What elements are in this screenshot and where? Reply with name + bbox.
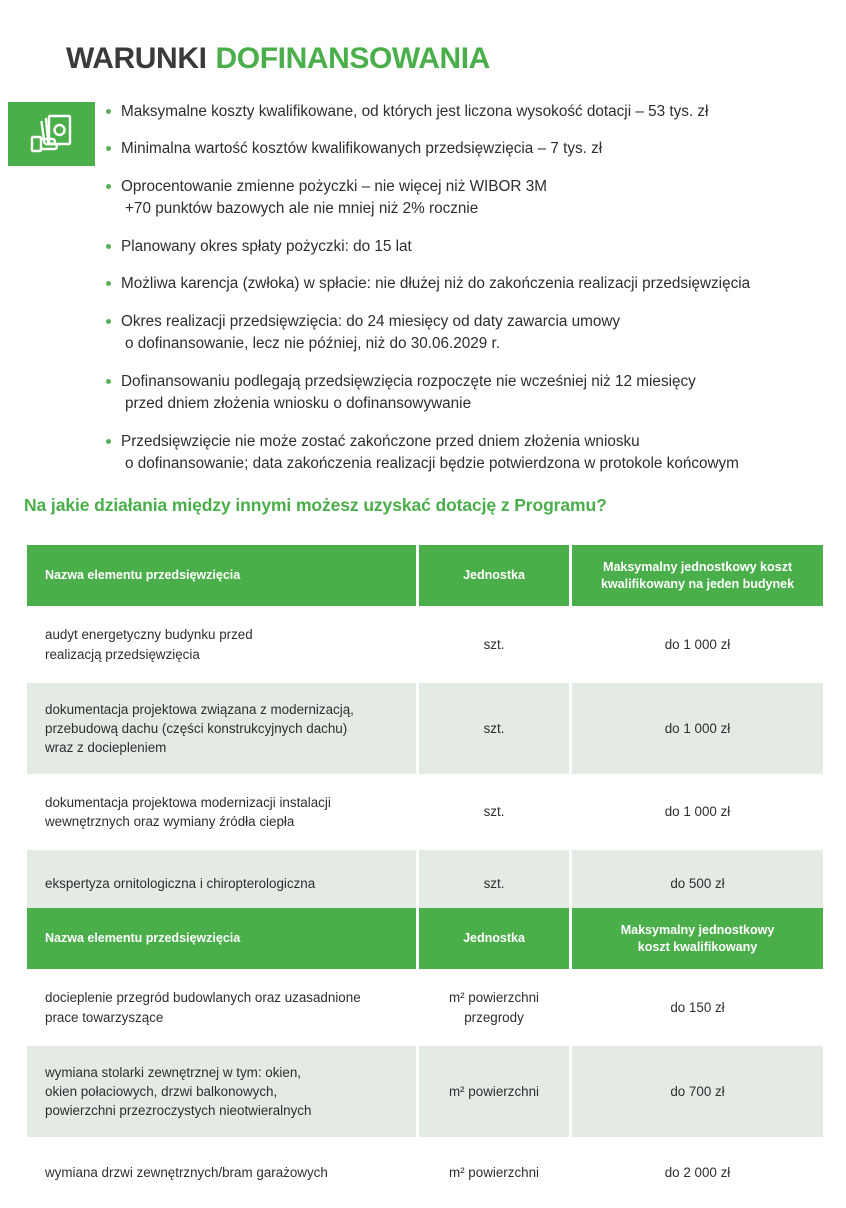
cell-unit: szt.: [419, 776, 569, 848]
table-header-row: [27, 545, 823, 606]
column-header-name: Nazwa elementu przedsięwzięcia: [27, 545, 416, 606]
condition-text-line2: +70 punktów bazowych ale nie mniej niż 2% rocznie: [125, 200, 479, 218]
list-item: [105, 138, 840, 160]
page-title: [66, 44, 490, 74]
table-row: [27, 776, 823, 848]
table-row: [27, 608, 823, 680]
cell-unit: szt.: [419, 608, 569, 680]
column-header-cost-line2: koszt kwalifikowany: [637, 939, 758, 954]
column-header-cost: [572, 908, 823, 969]
eligible-costs-table-1: [24, 543, 826, 919]
cell-cost: do 150 zł: [572, 971, 823, 1043]
list-item: [105, 311, 840, 356]
cell-cost: do 2 000 zł: [572, 1139, 823, 1206]
list-item: [105, 273, 840, 295]
cell-name: [27, 608, 416, 680]
condition-text: Oprocentowanie zmienne pożyczki – nie więcej niż WIBOR 3M: [121, 177, 547, 195]
eligible-costs-table-2: [24, 906, 826, 1208]
column-header-unit: Jednostka: [419, 908, 569, 969]
cell-name-line: dokumentacja projektowa związana z modernizacją,: [45, 701, 354, 717]
column-header-cost: [572, 545, 823, 606]
table-header-row: [27, 908, 823, 969]
condition-text: Okres realizacji przedsięwzięcia: do 24 miesięcy od daty zawarcia umowy: [121, 312, 621, 330]
table-row: [27, 1046, 823, 1137]
cell-name: [27, 1139, 416, 1206]
condition-text: Maksymalne koszty kwalifikowane, od których jest liczona wysokość dotacji – 53 tys. zł: [121, 103, 709, 120]
cell-name-line: audyt energetyczny budynku przed: [45, 627, 253, 643]
condition-text: Przedsięwzięcie nie może zostać zakończone przed dniem złożenia wniosku: [121, 432, 640, 450]
condition-text: Dofinansowaniu podlegają przedsięwzięcia rozpoczęte nie wcześniej niż 12 miesięcy: [121, 372, 696, 390]
cell-name-line: przebudową dachu (części konstrukcyjnych dachu): [45, 720, 348, 736]
table-row: [27, 683, 823, 774]
list-item: [105, 431, 840, 476]
column-header-cost-line2: kwalifikowany na jeden budynek: [600, 576, 795, 591]
condition-text: Możliwa karencja (zwłoka) w spłacie: nie dłużej niż do zakończenia realizacji przedsięwzięcia: [121, 275, 751, 293]
column-header-cost-line1: Maksymalny jednostkowy: [620, 923, 775, 937]
condition-text-line2: o dofinansowanie, lecz nie później, niż do 30.06.2029 r.: [125, 335, 501, 353]
cell-name-line: powierzchni przezroczystych nieotwieralnych: [45, 1102, 312, 1118]
cell-name: [27, 971, 416, 1043]
cell-cost: do 700 zł: [572, 1046, 823, 1137]
table-row: [27, 1139, 823, 1206]
cell-cost: do 1 000 zł: [572, 608, 823, 680]
page-title-secondary: DOFINANSOWANIA: [215, 42, 490, 75]
cell-name-line: wymiana drzwi zewnętrznych/bram garażowych: [45, 1164, 328, 1180]
cell-unit-line: m² powierzchni: [448, 990, 540, 1006]
cell-name-line: wraz z dociepleniem: [45, 739, 167, 755]
cell-cost: do 500 zł: [572, 850, 823, 917]
cell-name-line: wymiana stolarki zewnętrznej w tym: okien,: [45, 1064, 301, 1080]
cell-cost: do 1 000 zł: [572, 683, 823, 774]
list-item: [105, 101, 840, 123]
condition-text-line2: o dofinansowanie; data zakończenia realizacji będzie potwierdzona w protokole końcowym: [125, 455, 739, 473]
cell-name-line: docieplenie przegród budowlanych oraz uzasadnione: [45, 990, 361, 1006]
cell-cost: do 1 000 zł: [572, 776, 823, 848]
cell-name-line: realizacją przedsięwzięcia: [45, 646, 200, 662]
cell-unit: [419, 971, 569, 1043]
list-item: [105, 176, 840, 221]
column-header-cost-line1: Maksymalny jednostkowy koszt: [603, 560, 792, 574]
money-hand-icon: [8, 102, 95, 166]
table-row: [27, 971, 823, 1043]
cell-unit: szt.: [419, 683, 569, 774]
condition-text-line2: przed dniem złożenia wniosku o dofinansowywanie: [125, 395, 472, 413]
cell-name-line: dokumentacja projektowa modernizacji instalacji: [45, 794, 331, 810]
cell-unit: m² powierzchni: [419, 1139, 569, 1206]
cell-name-line: wewnętrznych oraz wymiany źródła ciepła: [45, 813, 295, 829]
column-header-unit: Jednostka: [419, 545, 569, 606]
condition-text: Planowany okres spłaty pożyczki: do 15 lat: [121, 237, 412, 255]
column-header-name: Nazwa elementu przedsięwzięcia: [27, 908, 416, 969]
list-item: [105, 371, 840, 416]
page-title-primary: WARUNKI: [66, 42, 207, 75]
cell-unit: m² powierzchni: [419, 1046, 569, 1137]
cell-name: [27, 683, 416, 774]
cell-name-line: okien połaciowych, drzwi balkonowych,: [45, 1083, 278, 1099]
cell-name: [27, 1046, 416, 1137]
cell-name-line: prace towarzyszące: [45, 1009, 164, 1025]
condition-text: Minimalna wartość kosztów kwalifikowanych przedsięwzięcia – 7 tys. zł: [121, 140, 603, 158]
cell-name: [27, 776, 416, 848]
cell-unit-line: przegrody: [464, 1009, 524, 1025]
list-item: [105, 236, 840, 258]
cell-name-line: ekspertyza ornitologiczna i chiropterologiczna: [45, 875, 316, 891]
conditions-list: [105, 101, 840, 491]
cell-unit: szt.: [419, 850, 569, 917]
section-heading: Na jakie działania między innymi możesz uzyskać dotację z Programu?: [24, 495, 607, 515]
